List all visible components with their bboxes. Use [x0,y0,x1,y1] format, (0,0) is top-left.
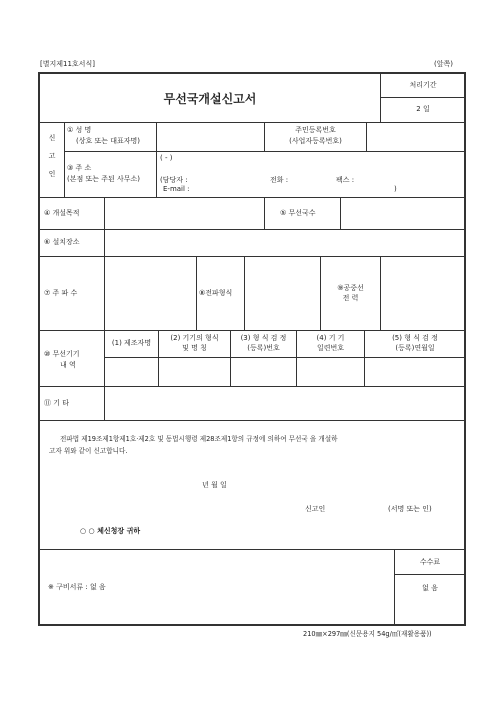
antenna-power-label: ⑨공중선 [337,284,364,292]
regno-sublabel: (사업자등록번호) [289,137,342,145]
email-label: E-mail : [163,185,190,193]
equip-col-4-sub: 일련번호 [316,344,345,352]
declaration-line-2: 고자 위와 같이 신고합니다. [49,447,128,455]
phone-label: 전화 : [270,176,289,184]
equip-col-3-sub: (등록)번호 [247,344,280,352]
processing-period-value: 2 일 [416,105,430,113]
declarant-label: 신고인 [305,505,326,513]
applicant-label-1: 신 [48,134,56,142]
declaration-line-1: 전파법 제19조제1항제1호·제2호 및 동법시행령 제28조제1항의 규정에 의하여 무선국 을 개설하 [60,435,338,443]
postal-code: ( - ) [160,154,173,162]
name-label: ① 성 명 [67,126,92,134]
address-label: ③ 주 소 [67,164,92,172]
location-label: ⑥ 설치장소 [44,238,80,246]
page-side-label: (앞쪽) [434,60,453,68]
email-close-paren: ) [394,185,397,193]
equipment-label-2: 내 역 [60,361,76,369]
equip-col-5: (5) 형 식 검 정 [392,334,438,342]
signature-label: (서명 또는 인) [388,505,432,513]
equipment-label: ⑩ 무선기기 [44,350,80,358]
applicant-label-3: 인 [48,170,56,178]
equip-col-2: (2) 기기의 형식 [170,334,219,342]
equip-col-5-sub: (등록)연월일 [395,344,435,352]
addressee: ○ ○ 체신청장 귀하 [80,527,141,535]
antenna-power-label-2: 전 력 [342,294,359,302]
fee-label: 수수료 [419,558,441,566]
equip-col-2-sub: 및 명 칭 [182,344,207,352]
form-number: [별지제11호서식] [40,60,95,68]
processing-period-label: 처리기간 [409,81,437,89]
contact-person-label: (담당자 : [160,176,188,184]
other-label: ⑪ 기 타 [44,399,69,407]
equip-col-1: (1) 제조자명 [111,339,152,347]
fee-value: 없 음 [422,584,438,592]
required-documents: ※ 구비서류 : 없 음 [48,583,106,591]
purpose-label: ④ 개설목적 [44,209,80,217]
station-count-label: ⑤ 무선국수 [280,209,316,217]
address-sublabel: (본점 또는 주된 사무소) [67,175,140,183]
equip-col-4: (4) 기 기 [316,334,345,342]
emission-type-label: ⑧전파형식 [199,289,233,297]
fax-label: 팩스 : [336,176,355,184]
name-sublabel: (상호 또는 대표자명) [76,137,141,145]
equip-col-3: (3) 형 식 검 정 [240,334,287,342]
date-line: 년 월 일 [202,481,227,489]
applicant-label-2: 고 [48,152,56,160]
form-title: 무선국개설신고서 [163,92,257,106]
regno-label: 주민등록번호 [295,126,336,134]
paper-spec: 210㎜×297㎜(신문용지 54g/㎡(재활용품)) [303,630,432,638]
frequency-label: ⑦ 주 파 수 [44,289,78,297]
